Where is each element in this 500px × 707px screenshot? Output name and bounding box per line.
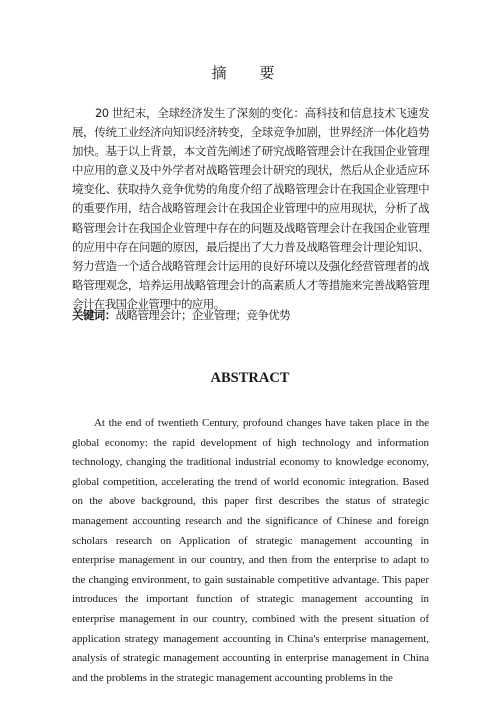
keywords-line [72, 306, 429, 325]
chinese-abstract-body: 20 世纪末，全球经济发生了深刻的变化：高科技和信息技术飞速发展，传统工业经济向知识经济转变，全球竞争加剧，世界经济一体化趋势加快。基于以上背景，本文首先阐述了研究战略管理会计在我国企业管理中应用的意义及中外学者对战略管理会计研究的现状，然后从企业适应环境变化、获取持久竞争优势的角度介绍了战略管理会计在我国企业管理中的重要作用，结合战略管理会计在我国企业管理中的应用现状，分析了战略管理会计在我国企业管理中存在的问题及战略管理会计在我国企业管理的应用中存在问题的原因，最后提出了大力普及战略管理会计理论知识、努力营造一个适合战略管理会计运用的良好环境以及强化经营管理者的战略管理观念，培养运用战略管理会计的高素质人才等措施来完善战略管理会计在我国企业管理中的应用。 [72, 106, 429, 311]
keywords-label: 关键词： [72, 308, 116, 322]
keywords-text: 战略管理会计；企业管理；竞争优势 [115, 308, 291, 322]
english-abstract-body: At the end of twentieth Century, profound changes have taken place in the global economy: the rapid development of high technology and information technology, changing the traditional industrial economy to knowledge economy, global competition, accelerating the trend of world economic integration. Based on the above background, this paper first describes the status of strategic management accounting research and the significance of Chinese and foreign scholars research on Application of strategic management accounting in enterprise management in our country, and then from the enterprise to adapt to the changing environment, to gain sustainable competitive advantage. This paper introduces the important function of strategic management accounting in enterprise management in our country, combined with the present situation of application strategy management accounting in China's enterprise management, analysis of strategic management accounting in enterprise management in China and the problems in the strategic management accounting problems in the [72, 417, 429, 684]
chinese-abstract-title: 摘 要 [211, 64, 289, 82]
english-abstract-title: ABSTRACT [210, 370, 290, 386]
